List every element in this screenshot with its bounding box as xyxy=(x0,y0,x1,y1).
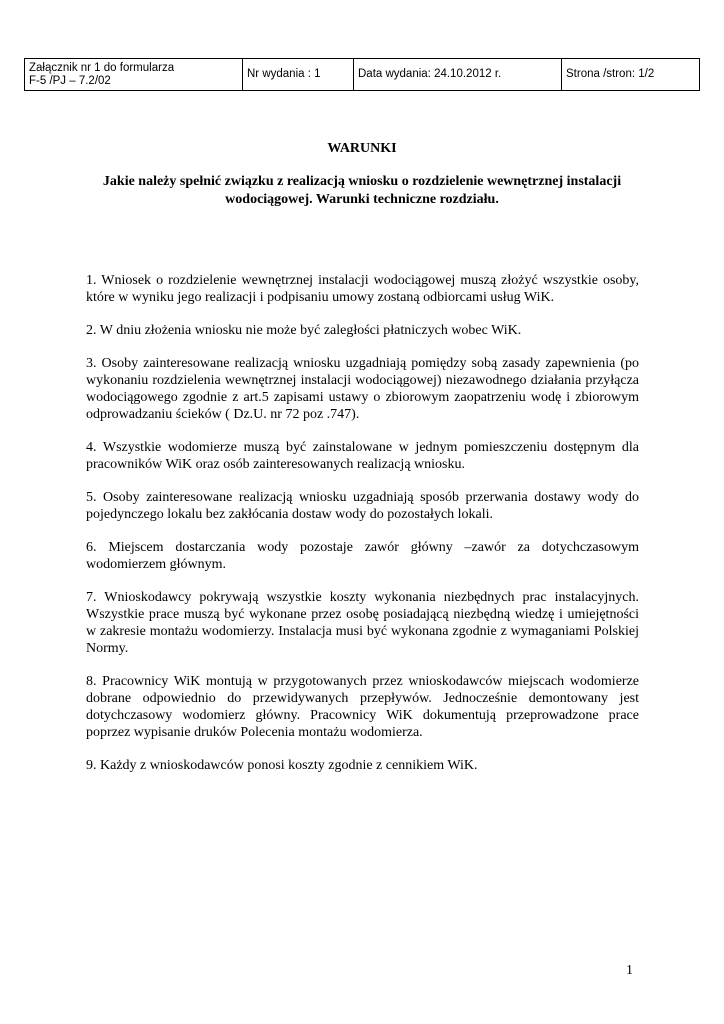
condition-paragraph-1: 1. Wniosek o rozdzielenie wewnętrznej instalacji wodociągowej muszą złożyć wszystkie osoby, które w wyniku jego realizacji i podpisaniu umowy zostaną odbiorcami usług WiK. xyxy=(86,273,639,305)
condition-paragraph-7: 7. Wnioskodawcy pokrywają wszystkie koszty wykonania niezbędnych prac instalacyjnych. Wszystkie prace muszą być wykonane przez osobę posiadającą niezbędną wiedzę i umiejętności w zakresie montażu wodomierzy. Instalacja musi być wykonana zgodnie z wymaganiami Polskiej Normy. xyxy=(86,590,639,656)
edition-number-cell: Nr wydania : 1 xyxy=(243,59,354,91)
attachment-line-2: F-5 /PJ – 7.2/02 xyxy=(29,74,111,87)
attachment-line-1: Załącznik nr 1 do formularza xyxy=(29,61,175,74)
document-title: WARUNKI xyxy=(327,141,397,156)
edition-date-cell: Data wydania: 24.10.2012 r. xyxy=(354,59,562,91)
document-subtitle: Jakie należy spełnić związku z realizacją wniosku o rozdzielenie wewnętrznej instalacji wodociągowej. Warunki techniczne rozdziału. xyxy=(102,174,622,207)
pages-cell: Strona /stron: 1/2 xyxy=(562,59,700,91)
attachment-cell xyxy=(25,59,243,91)
condition-paragraph-4: 4. Wszystkie wodomierze muszą być zainstalowane w jednym pomieszczeniu dostępnym dla pracowników WiK oraz osób zainteresowanych realizacją wniosku. xyxy=(86,440,639,472)
page-number: 1 xyxy=(626,963,633,978)
condition-paragraph-2: 2. W dniu złożenia wniosku nie może być zaległości płatniczych wobec WiK. xyxy=(86,323,522,338)
conditions-list xyxy=(86,272,639,790)
condition-paragraph-5: 5. Osoby zainteresowane realizacją wniosku uzgadniają sposób przerwania dostawy wody do pojedynczego lokalu bez zakłócania dostaw wody do pozostałych lokali. xyxy=(86,490,639,522)
condition-paragraph-8: 8. Pracownicy WiK montują w przygotowanych przez wnioskodawców miejscach wodomierze dobrane odpowiednio do przewidywanych przepływów. Jednocześnie demontowany jest dotychczasowy wodomierz główny. Pracownicy WiK dokumentują przeprowadzone prace poprzez wypisanie druków Polecenia montażu wodomierza. xyxy=(86,674,639,740)
condition-paragraph-6: 6. Miejscem dostarczania wody pozostaje zawór główny –zawór za dotychczasowym wodomierzem głównym. xyxy=(86,540,639,572)
condition-paragraph-3: 3. Osoby zainteresowane realizacją wniosku uzgadniają pomiędzy sobą zasady zapewnienia (po wykonaniu rozdzielenia wewnętrznej instalacji wodociągowej) niezawodnego działania przyłącza wodociągowego zgodnie z art.5 zapisami ustawy o zbiorowym zaopatrzeniu wodę i zbiorowym odprowadzaniu ścieków ( Dz.U. nr 72 poz .747). xyxy=(86,356,639,422)
document-header-table xyxy=(24,58,700,91)
condition-paragraph-9: 9. Każdy z wnioskodawców ponosi koszty zgodnie z cennikiem WiK. xyxy=(86,758,478,773)
header-row xyxy=(25,59,700,91)
